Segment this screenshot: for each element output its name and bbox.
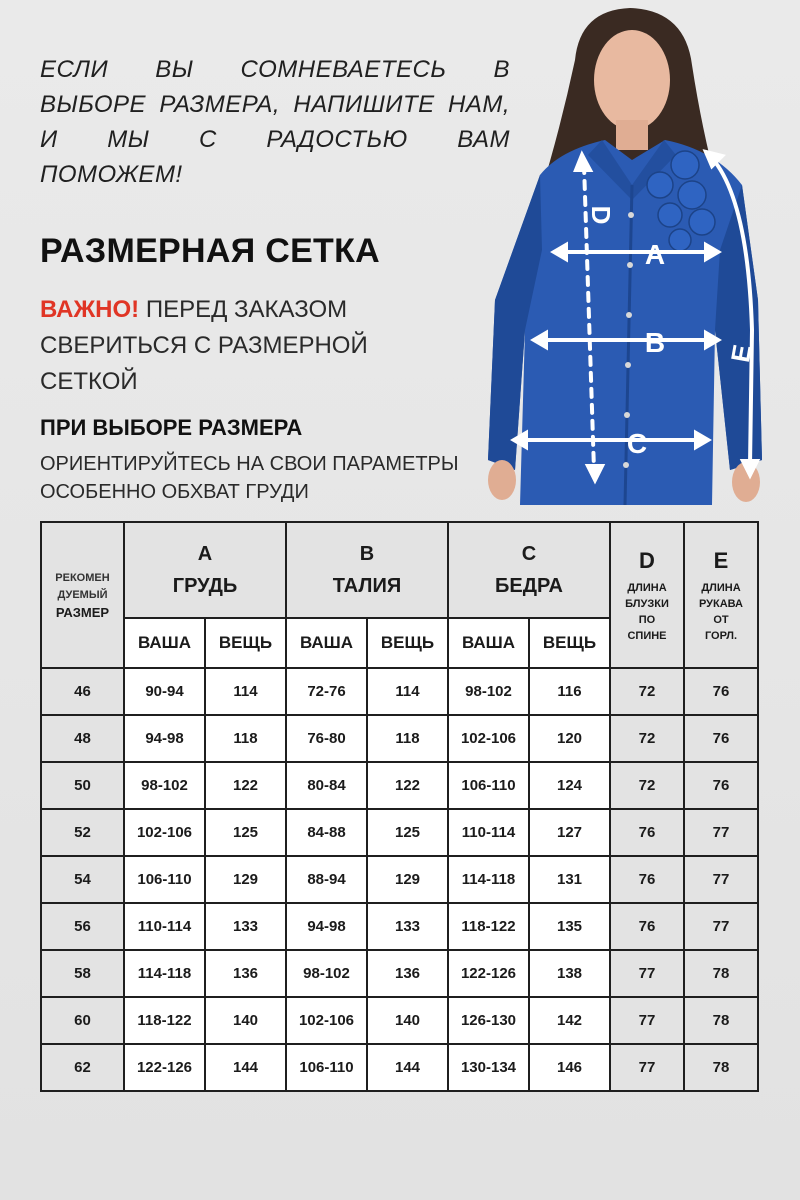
table-cell: 118-122	[124, 997, 205, 1044]
size-choice-hint: ОРИЕНТИРУЙТЕСЬ НА СВОИ ПАРАМЕТРЫ ОСОБЕННО ОБХВАТ ГРУДИ	[40, 453, 459, 503]
header-a-yours: ВАША	[124, 618, 205, 668]
table-row	[41, 1044, 758, 1091]
table-cell: 94-98	[286, 903, 367, 950]
size-cell: 48	[41, 715, 124, 762]
intro-text: ЕСЛИ ВЫ СОМНЕВАЕТЕСЬ В ВЫБОРЕ РАЗМЕРА, НАПИШИТЕ НАМ, И МЫ С РАДОСТЬЮ ВАМ ПОМОЖЕМ!	[40, 56, 510, 188]
table-cell: 106-110	[286, 1044, 367, 1091]
table-cell: 114-118	[448, 856, 529, 903]
important-note	[40, 292, 440, 400]
table-cell: 72	[610, 668, 684, 715]
header-group-c: C БЕДРА	[448, 522, 610, 618]
table-cell: 77	[684, 903, 758, 950]
label-c: C	[626, 428, 648, 459]
table-cell: 122-126	[448, 950, 529, 997]
table-cell: 78	[684, 1044, 758, 1091]
table-cell: 78	[684, 950, 758, 997]
table-cell: 114-118	[124, 950, 205, 997]
table-cell: 142	[529, 997, 610, 1044]
size-cell: 56	[41, 903, 124, 950]
table-cell: 140	[205, 997, 286, 1044]
header-c-yours: ВАША	[448, 618, 529, 668]
table-cell: 125	[367, 809, 448, 856]
size-choice-heading: ПРИ ВЫБОРЕ РАЗМЕРА	[40, 415, 303, 440]
table-cell: 88-94	[286, 856, 367, 903]
label-e: E	[724, 342, 758, 365]
header-group-a: A ГРУДЬ	[124, 522, 286, 618]
size-cell: 46	[41, 668, 124, 715]
label-a: A	[644, 239, 666, 270]
size-cell: 60	[41, 997, 124, 1044]
table-row	[41, 668, 758, 715]
table-cell: 76-80	[286, 715, 367, 762]
table-cell: 116	[529, 668, 610, 715]
table-cell: 94-98	[124, 715, 205, 762]
table-cell: 125	[205, 809, 286, 856]
table-cell: 114	[367, 668, 448, 715]
table-cell: 136	[367, 950, 448, 997]
table-cell: 98-102	[124, 762, 205, 809]
table-cell: 76	[684, 715, 758, 762]
face-shape	[594, 30, 670, 130]
header-a-item: ВЕЩЬ	[205, 618, 286, 668]
table-cell: 114	[205, 668, 286, 715]
table-cell: 129	[367, 856, 448, 903]
table-cell: 138	[529, 950, 610, 997]
table-cell: 126-130	[448, 997, 529, 1044]
table-cell: 98-102	[448, 668, 529, 715]
table-cell: 72	[610, 762, 684, 809]
table-cell: 122	[367, 762, 448, 809]
label-b: B	[644, 327, 666, 358]
table-cell: 135	[529, 903, 610, 950]
table-cell: 110-114	[124, 903, 205, 950]
size-table	[40, 521, 759, 1092]
table-cell: 77	[684, 809, 758, 856]
header-c-item: ВЕЩЬ	[529, 618, 610, 668]
table-row	[41, 809, 758, 856]
size-cell: 54	[41, 856, 124, 903]
table-cell: 133	[205, 903, 286, 950]
table-cell: 76	[610, 903, 684, 950]
table-row	[41, 950, 758, 997]
left-hand	[488, 460, 516, 500]
header-size: РЕКОМЕН ДУЕМЫЙ РАЗМЕР	[41, 522, 124, 668]
table-cell: 76	[610, 856, 684, 903]
table-cell: 118	[367, 715, 448, 762]
page-title: РАЗМЕРНАЯ СЕТКА	[40, 232, 381, 270]
table-cell: 129	[205, 856, 286, 903]
table-row	[41, 997, 758, 1044]
table-cell: 106-110	[448, 762, 529, 809]
header-b-item: ВЕЩЬ	[367, 618, 448, 668]
table-cell: 130-134	[448, 1044, 529, 1091]
table-row	[41, 856, 758, 903]
size-cell: 58	[41, 950, 124, 997]
table-cell: 118	[205, 715, 286, 762]
table-cell: 120	[529, 715, 610, 762]
neck-shape	[616, 120, 648, 150]
table-cell: 76	[610, 809, 684, 856]
table-cell: 72	[610, 715, 684, 762]
table-cell: 127	[529, 809, 610, 856]
table-cell: 80-84	[286, 762, 367, 809]
table-row	[41, 762, 758, 809]
table-cell: 98-102	[286, 950, 367, 997]
table-cell: 77	[610, 1044, 684, 1091]
important-label: ВАЖНО!	[40, 296, 140, 323]
table-cell: 122-126	[124, 1044, 205, 1091]
model-measurement-diagram	[480, 0, 800, 520]
table-cell: 133	[367, 903, 448, 950]
table-row	[41, 715, 758, 762]
table-cell: 146	[529, 1044, 610, 1091]
header-d: D ДЛИНА БЛУЗКИ ПО СПИНЕ	[610, 522, 684, 668]
table-cell: 131	[529, 856, 610, 903]
table-cell: 122	[205, 762, 286, 809]
table-cell: 78	[684, 997, 758, 1044]
table-cell: 77	[684, 856, 758, 903]
size-cell: 50	[41, 762, 124, 809]
table-cell: 124	[529, 762, 610, 809]
table-cell: 110-114	[448, 809, 529, 856]
table-cell: 84-88	[286, 809, 367, 856]
table-cell: 118-122	[448, 903, 529, 950]
size-cell: 52	[41, 809, 124, 856]
header-e: E ДЛИНА РУКАВА ОТ ГОРЛ.	[684, 522, 758, 668]
header-group-b: B ТАЛИЯ	[286, 522, 448, 618]
table-cell: 90-94	[124, 668, 205, 715]
important-text: ПЕРЕД ЗАКАЗОМ СВЕРИТЬСЯ С РАЗМЕРНОЙ СЕТКОЙ	[40, 296, 368, 395]
table-cell: 77	[610, 997, 684, 1044]
table-cell: 102-106	[286, 997, 367, 1044]
table-cell: 77	[610, 950, 684, 997]
size-cell: 62	[41, 1044, 124, 1091]
table-cell: 102-106	[124, 809, 205, 856]
table-cell: 76	[684, 668, 758, 715]
header-b-yours: ВАША	[286, 618, 367, 668]
table-cell: 76	[684, 762, 758, 809]
table-cell: 136	[205, 950, 286, 997]
table-cell: 106-110	[124, 856, 205, 903]
table-cell: 140	[367, 997, 448, 1044]
label-d: D	[586, 205, 616, 225]
table-cell: 102-106	[448, 715, 529, 762]
table-cell: 144	[367, 1044, 448, 1091]
table-cell: 72-76	[286, 668, 367, 715]
table-cell: 144	[205, 1044, 286, 1091]
table-row	[41, 903, 758, 950]
